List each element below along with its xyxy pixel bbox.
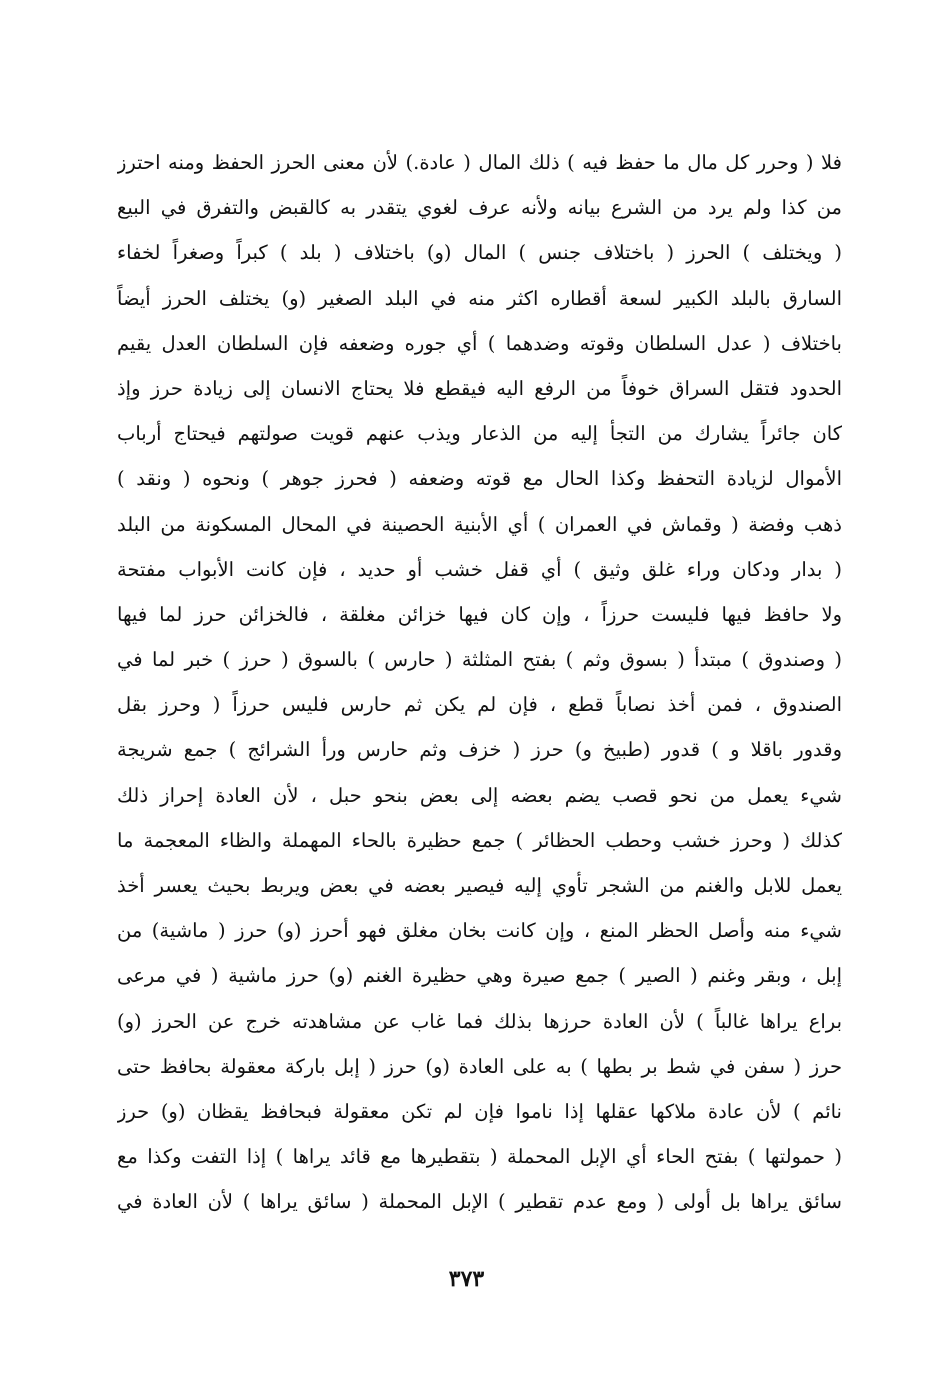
text-line: ( بدار ودكان وراء غلق وثيق ) أي قفل خشب أو حديد ، فإن كانت الأبواب مفتحة	[117, 557, 842, 581]
text-line: باختلاف ( عدل السلطان وقوته وضدهما ) أي جوره وضعفه فإن السلطان العدل يقيم	[117, 331, 842, 355]
text-line: براع يراها غالباً ) لأن العادة حرزها بذلك فما غاب عن مشاهدته خرج عن الحرز (و)	[117, 1009, 842, 1033]
text-line: ( حمولتها ) بفتح الحاء أي الإبل المحملة ( بتقطيرها مع قائد يراها ) إذا التفت وكذا مع	[117, 1145, 842, 1169]
text-line: ( ويختلف ) الحرز ( باختلاف جنس ) المال (و) باختلاف ( بلد ) كبراً وصغراً لخفاء	[117, 241, 842, 265]
text-line: الأموال لزيادة التحفظ وكذا الحال مع قوته وضعفه ( فحرز جوهر ) ونحوه ( ونقد )	[117, 467, 842, 491]
text-line: الحدود فتقل السراق خوفاً من الرفع اليه فيقطع فلا يحتاج الانسان إلى زيادة حرز وإذ	[117, 376, 842, 400]
text-line: من كذا ولم يرد من الشرع بيانه ولأنه عرف لغوي يتقدر به كالقبض والتفرق في البيع	[117, 196, 842, 220]
page-number: ٣٧٣	[448, 1266, 485, 1292]
body-text	[117, 140, 842, 1225]
text-line: ( وصندوق ) مبتدأ ( بسوق وثم ) بفتح المثلثة ( حارس ) بالسوق ( حرز ) خبر لما في	[117, 648, 842, 672]
text-line: نائم ) لأن عادة ملاكها عقلها إذا ناموا فإن لم تكن معقولة فبحافظ يقظان (و) حرز	[117, 1099, 842, 1123]
text-line: السارق بالبلد الكبير لسعة أقطاره اكثر منه في البلد الصغير (و) يختلف الحرز أيضاً	[117, 286, 842, 310]
text-line: شيء يعمل من نحو قصب يضم بعضه إلى بعض بنحو حبل ، لأن العادة إحراز ذلك	[117, 783, 842, 807]
text-line: ولا حافظ فيها فليست حرزاً ، وإن كان فيها خزائن مغلقة ، فالخزائن حرز لما فيها	[117, 602, 842, 626]
text-line: فلا ( وحرر كل مال ما حفظ فيه ) ذلك المال ( عادة.) لأن معنى الحرز الحفظ ومنه احترز	[117, 151, 842, 174]
text-line: إبل ، وبقر وغنم ( الصير ) جمع صيرة وهي حظيرة الغنم (و) حرز ماشية ( في مرعى	[117, 964, 842, 988]
text-line: كان جائراً يشارك من التجأ إليه من الذعار ويذب عنهم قويت صولتهم فيحتاج أرباب	[117, 422, 842, 446]
text-line: حرز ( سفن في شط بر بطها ) به على العادة (و) حرز ( إبل باركة معقولة بحافظ حتى	[117, 1054, 842, 1078]
text-line: سائق يراها بل أولى ( ومع عدم تقطير ) الإبل المحملة ( سائق يراها ) لأن العادة في	[117, 1190, 842, 1214]
text-line: وقدور باقلا و ) قدور (طبيخ و) حرز ( خزف وثم حارس ورأ الشرائج ) جمع شريجة	[117, 738, 842, 762]
text-line: الصندوق ، فمن أخذ نصاباً قطع ، فإن لم يكن ثم حارس فليس حرزاً ( وحرز بقل	[117, 693, 842, 717]
text-line: يعمل للابل والغنم من الشجر تأوي إليه فيصير بعضه في بعض ويربط بحيث يعسر أخذ	[117, 874, 842, 897]
text-line: شيء منه وأصل الحظر المنع ، وإن كانت بخان مغلق فهو أحرز (و) حرز ( ماشية) من	[117, 919, 842, 943]
text-line: ذهب وفضة ( وقماش في العمران ) أي الأبنية الحصينة في المحال المسكونة من البلد	[117, 512, 842, 536]
text-line: كذلك ( وحرز خشب وحطب الحظائر ) جمع حظيرة بالحاء المهملة والظاء المعجمة ما	[117, 828, 842, 852]
